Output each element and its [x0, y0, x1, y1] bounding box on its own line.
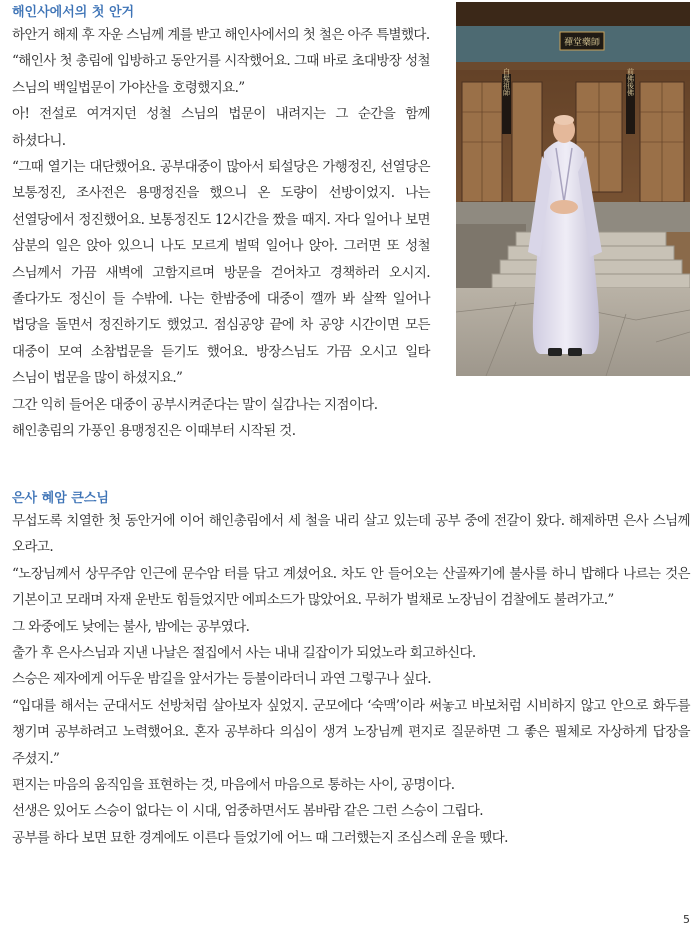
temple-signboard: 禪堂藥師: [563, 38, 601, 48]
pillar-plaque-right: 前佛後佛: [626, 68, 635, 96]
monk-photo: [456, 2, 690, 376]
section-body: 무섭도록 치열한 첫 동안거에 이어 해인총림에서 세 철을 내리 살고 있는데 공부 중에 전갈이 왔다. 해제하면 은사 스님께 오라고. “노장님께서 상무주암 인근에 문수암 터를 닦고 계셨어요. 차도 안 들어오는 산골짜기에 불사를 하니 밥해다 나르는 것은 기본이고 모래며 자재 운반도 힘들었지만 에피소드가 많았어요. 무허가 벌채로 노장님이 검찰에도 불려가고.” 그 와중에도 낮에는 불사, 밤에는 공부였다. 출가 후 은사스님과 지낸 나날은 절집에서 사는 내내 길잡이가 되었노라 회고하신다. 스승은 제자에게 어두운 밤길을 앞서가는 등불이라더니 과연 그렇구나 싶다. “입대를 해서는 군대서도 선방처럼 살아보자 싶었지. 군모에다 ‘숙맥’이라 써놓고 바보처럼 시비하지 않고 안으로 화두를 챙기며 공부하려고 노력했어요. 혼자 공부하다 의심이 생겨 노장님께 편지로 질문하면 그 좋은 필체로 자상하게 답장을 주셨지.” 편지는 마음의 움직임을 표현하는 것, 마음에서 마음으로 통하는 사이, 공명이다. 선생은 있어도 스승이 없다는 이 시대, 엄중하면서도 봄바람 같은 그런 스승이 그립다. 공부를 하다 보면 묘한 경계에도 이른다 들었기에 어느 때 그러했는지 조심스레 운을 뗐다.: [12, 513, 690, 846]
section-heading: 은사 혜암 큰스님: [12, 491, 109, 506]
section-body: 하안거 해제 후 자운 스님께 계를 받고 해인사에서의 첫 철은 아주 특별했다. “해인사 첫 총림에 입방하고 동안거를 시작했어요. 그때 바로 초대방장 성철 스님의 백일법문이 가야산을 호령했지요.” 아! 전설로 여겨지던 성철 스님의 법문이 내려지는 그 순간을 함께 하셨다니. “그때 열기는 대단했어요. 공부대중이 많아서 퇴설당은 가행정진, 선열당은 보통정진, 조사전은 용맹정진을 했으니 온 도량이 선방이었지. 나는 선열당에서 정진했어요. 보통정진도 12시간을 짰을 때지. 자다 일어나 보면 삼분의 일은 앉아 있으니 나도 모르게 벌떡 일어나 앉아. 그러면 또 성철 스님께서 가끔 새벽에 고함지르며 방문을 걷어차고 경책하러 오시지. 졸다가도 정신이 들 수밖에. 나는 한밤중에 대중이 깰까 봐 살짝 일어나 법당을 돌면서 정진하기도 했었고. 점심공양 끝에 차 공양 시간이면 모든 대중이 모여 소참법문을 듣기도 했어요. 방장스님도 가끔 오시고 일타 스님이 법문을 많이 하셨지요.” 그간 익히 들어온 대중이 공부시켜준다는 말이 실감나는 지점이다. 해인총림의 가풍인 용맹정진은 이때부터 시작된 것.: [12, 27, 430, 440]
pillar-plaque-left: 白髮祖師: [502, 68, 511, 96]
page-number: 5: [683, 913, 690, 926]
section-heading: 해인사에서의 첫 안거: [12, 5, 135, 20]
